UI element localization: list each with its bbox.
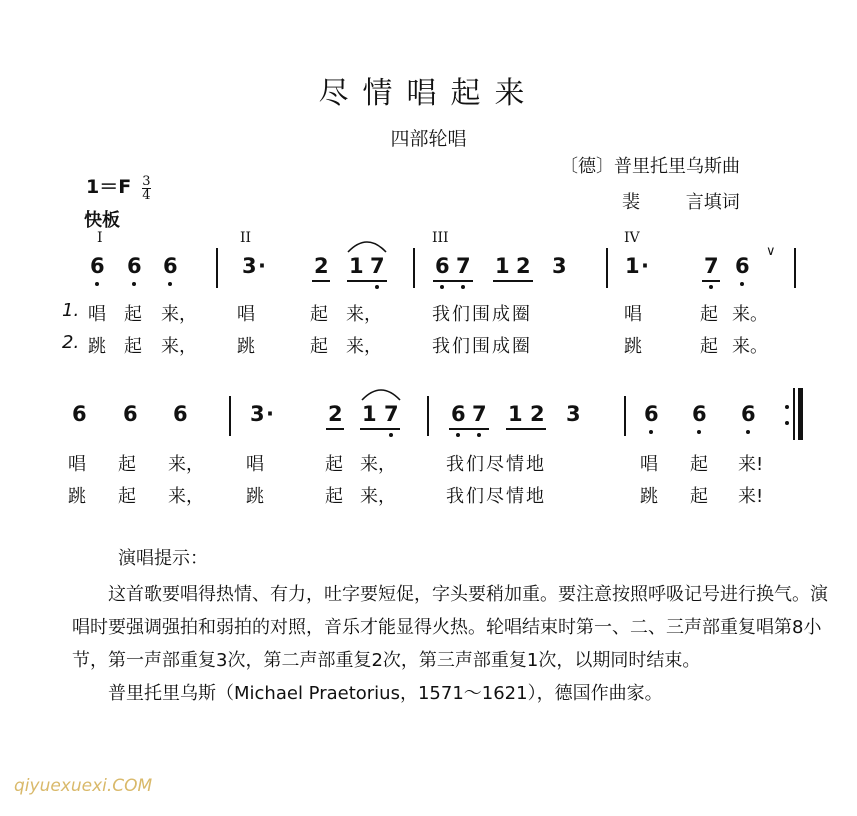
- lyric: 来。: [732, 304, 768, 325]
- note: 6: [735, 254, 750, 278]
- low-octave-dot: [132, 282, 136, 286]
- eighth-note-underline: [326, 428, 344, 430]
- lyric: 起: [310, 336, 328, 357]
- site-watermark: qiyuexuexi.COM: [14, 776, 153, 796]
- barline: [229, 396, 231, 436]
- repeat-barline-thin: [793, 388, 795, 440]
- slur-mark: [360, 384, 402, 402]
- repeat-barline-thick: [798, 388, 803, 440]
- lyric: 我们围成圈: [432, 304, 532, 325]
- note: 2: [530, 402, 545, 426]
- lyric: 跳: [237, 336, 255, 357]
- tips-body: [72, 578, 832, 710]
- note: 7: [384, 402, 399, 426]
- note: 7: [472, 402, 487, 426]
- note: 1: [362, 402, 377, 426]
- note: 7: [456, 254, 471, 278]
- note: 2: [516, 254, 531, 278]
- low-octave-dot: [746, 430, 750, 434]
- lyric: 跳: [246, 486, 264, 507]
- lyric: 唱: [640, 454, 658, 475]
- lyric: 起: [124, 304, 142, 325]
- song-title: 尽情唱起来: [318, 76, 539, 111]
- tips-paragraph: 这首歌要唱得热情、有力，吐字要短促，字头要稍加重。要注意按照呼吸记号进行换气。演唱时要强调强拍和弱拍的对照，音乐才能显得火热。轮唱结束时第一、二、三声部重复唱第8小节，第一声部重复3次，第二声部重复2次，第三声部重复1次，以期同时结束。: [72, 584, 828, 671]
- lyric: 我们尽情地: [446, 454, 546, 475]
- note: 6: [644, 402, 659, 426]
- eighth-note-underline: [449, 428, 489, 430]
- note: 7: [704, 254, 719, 278]
- lyric: 唱: [624, 304, 642, 325]
- low-octave-dot: [375, 285, 379, 289]
- lyric: 起: [310, 304, 328, 325]
- eighth-note-underline: [493, 280, 533, 282]
- composer-note: 普里托里乌斯（Michael Praetorius，1571～1621），德国作曲家。: [108, 683, 663, 704]
- note: 1: [508, 402, 523, 426]
- lyricist-credit: 裴 言填词: [622, 192, 740, 213]
- note: 6: [72, 402, 87, 426]
- lyric: 起: [690, 454, 708, 475]
- low-octave-dot: [477, 433, 481, 437]
- low-octave-dot: [456, 433, 460, 437]
- low-octave-dot: [461, 285, 465, 289]
- lyric: 来，: [161, 304, 197, 325]
- lyric: 跳: [88, 336, 106, 357]
- slur-mark: [346, 236, 388, 254]
- key-time-signature: [86, 172, 151, 202]
- barline: [606, 248, 608, 288]
- lyric: 来，: [360, 454, 396, 475]
- lyric: 跳: [68, 486, 86, 507]
- lyric: 起: [700, 304, 718, 325]
- part-marker-1: I: [97, 230, 103, 246]
- note: 1: [625, 254, 640, 278]
- lyric: 来，: [161, 336, 197, 357]
- eighth-note-underline: [506, 428, 546, 430]
- part-marker-2: II: [240, 230, 252, 246]
- note: 3: [566, 402, 581, 426]
- note: 6: [451, 402, 466, 426]
- augmentation-dot: ·: [258, 254, 266, 278]
- low-octave-dot: [649, 430, 653, 434]
- lyric: 起: [118, 454, 136, 475]
- lyric: 来，: [168, 454, 204, 475]
- repeat-dot: [785, 421, 789, 425]
- time-signature-bottom: 4: [142, 188, 151, 203]
- note: 3: [250, 402, 265, 426]
- low-octave-dot: [709, 285, 713, 289]
- note: 2: [314, 254, 329, 278]
- low-octave-dot: [697, 430, 701, 434]
- lyric: 跳: [624, 336, 642, 357]
- lyric: 唱: [246, 454, 264, 475]
- composer-credit: 〔德〕普里托里乌斯曲: [560, 156, 740, 177]
- note: 1: [495, 254, 510, 278]
- low-octave-dot: [168, 282, 172, 286]
- lyric: 来!: [738, 486, 764, 507]
- note: 6: [741, 402, 756, 426]
- eighth-note-underline: [312, 280, 330, 282]
- verse-number: 1.: [62, 300, 80, 321]
- time-signature: [142, 175, 150, 202]
- low-octave-dot: [389, 433, 393, 437]
- eighth-note-underline: [360, 428, 400, 430]
- note: 6: [127, 254, 142, 278]
- lyric: 我们围成圈: [432, 336, 532, 357]
- eighth-note-underline: [433, 280, 473, 282]
- note: 3: [242, 254, 257, 278]
- note: 6: [163, 254, 178, 278]
- lyric: 来，: [346, 304, 382, 325]
- lyric: 来。: [732, 336, 768, 357]
- lyric: 来，: [346, 336, 382, 357]
- augmentation-dot: ·: [641, 254, 649, 278]
- tempo-marking: 快板: [84, 210, 120, 231]
- lyric: 唱: [68, 454, 86, 475]
- note: 6: [692, 402, 707, 426]
- note: 6: [173, 402, 188, 426]
- note: 1: [349, 254, 364, 278]
- barline: [624, 396, 626, 436]
- verse-number: 2.: [62, 332, 80, 353]
- lyric: 起: [325, 454, 343, 475]
- part-marker-3: III: [432, 230, 449, 246]
- note: 2: [328, 402, 343, 426]
- note: 6: [435, 254, 450, 278]
- song-subtitle: 四部轮唱: [390, 128, 467, 150]
- lyric: 起: [118, 486, 136, 507]
- lyric: 起: [124, 336, 142, 357]
- eighth-note-underline: [347, 280, 387, 282]
- augmentation-dot: ·: [266, 402, 274, 426]
- barline: [794, 248, 796, 288]
- note: 6: [90, 254, 105, 278]
- lyric: 起: [325, 486, 343, 507]
- lyric: 跳: [640, 486, 658, 507]
- lyric: 起: [700, 336, 718, 357]
- breath-mark: ∨: [766, 244, 776, 259]
- low-octave-dot: [440, 285, 444, 289]
- lyric: 我们尽情地: [446, 486, 546, 507]
- lyric: 唱: [237, 304, 255, 325]
- repeat-dot: [785, 405, 789, 409]
- note: 7: [370, 254, 385, 278]
- barline: [413, 248, 415, 288]
- lyric: 来，: [168, 486, 204, 507]
- low-octave-dot: [740, 282, 744, 286]
- low-octave-dot: [95, 282, 99, 286]
- lyric: 来，: [360, 486, 396, 507]
- tips-heading: 演唱提示：: [118, 548, 208, 569]
- eighth-note-underline: [702, 280, 720, 282]
- barline: [216, 248, 218, 288]
- note: 6: [123, 402, 138, 426]
- barline: [427, 396, 429, 436]
- time-signature-top: 3: [142, 174, 151, 189]
- note: 3: [552, 254, 567, 278]
- key-signature: 1＝F: [86, 176, 132, 198]
- lyric: 唱: [88, 304, 106, 325]
- part-marker-4: IV: [624, 230, 640, 246]
- lyric: 来!: [738, 454, 764, 475]
- lyric: 起: [690, 486, 708, 507]
